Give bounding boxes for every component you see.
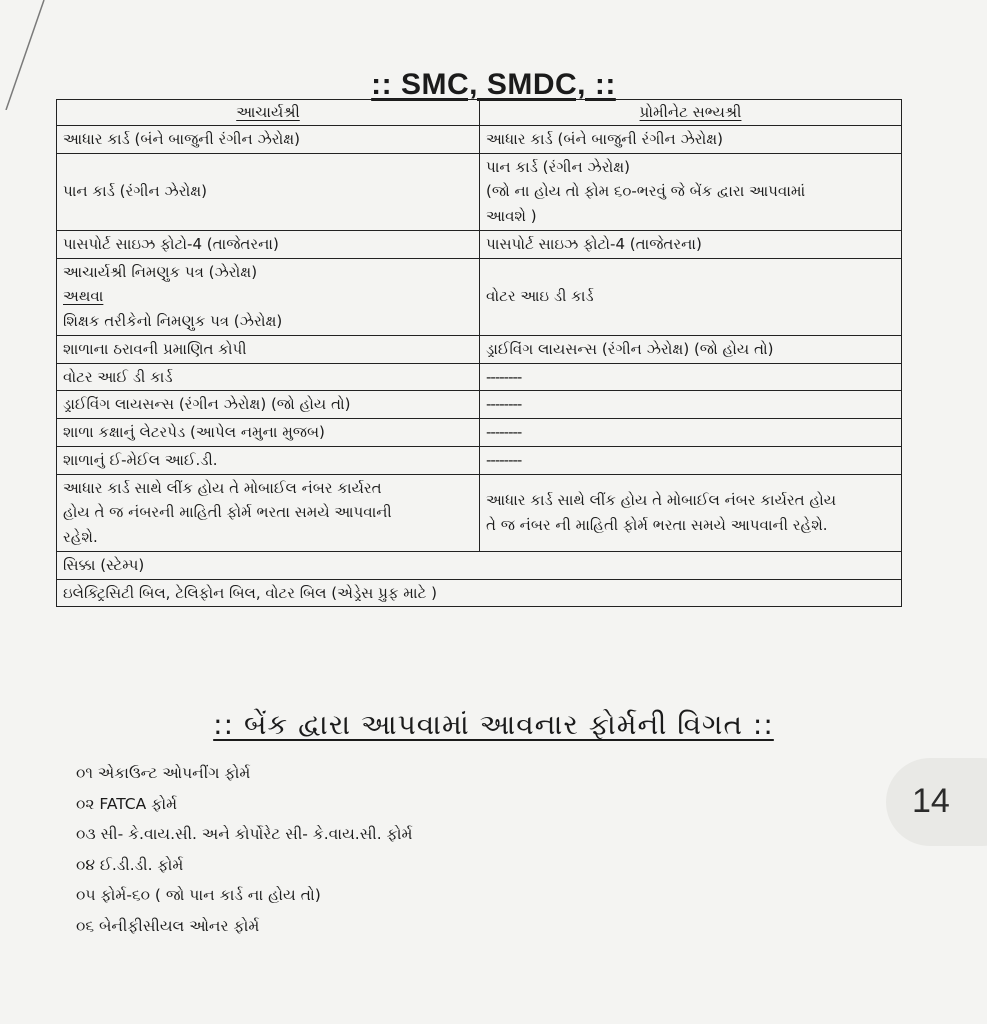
table-row bbox=[57, 125, 902, 153]
cell-line: આધાર કાર્ડ (બંને બાજુની રંગીન ઝેરોક્ષ) bbox=[486, 129, 724, 148]
cell-line: વોટર આઇ ડી કાર્ડ bbox=[486, 287, 594, 306]
member-cell bbox=[480, 153, 902, 230]
principal-cell bbox=[57, 391, 480, 419]
principal-cell bbox=[57, 335, 480, 363]
principal-cell bbox=[57, 258, 480, 335]
list-item: ૦૬ બેનીફીસીયલ ઓનર ફોર્મ bbox=[76, 916, 260, 935]
table-row bbox=[57, 153, 902, 230]
member-cell bbox=[480, 419, 902, 447]
full-width-cell: ઇલેક્ટ્રિસિટી બિલ, ટેલિફોન બિલ, વોટર બિલ (એડ્રેસ પ્રુફ માટે ) bbox=[57, 579, 902, 607]
cell-line: -------- bbox=[486, 367, 522, 386]
cell-line: આચાર્યશ્રી નિમણુક પત્ર (ઝેરોક્ષ) bbox=[63, 262, 258, 281]
table-header-row bbox=[57, 100, 902, 126]
cell-line: આધાર કાર્ડ સાથે લીંક હોય તે મોબાઈલ નંબર કાર્યરત bbox=[63, 478, 382, 497]
documents-table bbox=[56, 99, 902, 607]
principal-cell bbox=[57, 419, 480, 447]
table-row bbox=[57, 419, 902, 447]
cell-line: આવશે ) bbox=[486, 207, 537, 225]
table-row bbox=[57, 258, 902, 335]
member-cell bbox=[480, 446, 902, 474]
cell-line: -------- bbox=[486, 395, 522, 414]
table-row bbox=[57, 551, 902, 579]
cell-line: શાળાના ઠરાવની પ્રમાણિત કોપી bbox=[63, 339, 247, 358]
header-principal: આચાર્યશ્રી bbox=[57, 100, 480, 126]
document-title: :: SMC, SMDC, :: bbox=[371, 68, 616, 101]
table-row bbox=[57, 579, 902, 607]
table-row bbox=[57, 391, 902, 419]
cell-line: ડ્રાઈવિંગ લાયસન્સ (રંગીન ઝેરોક્ષ) (જો હોય તો) bbox=[63, 395, 351, 414]
principal-cell bbox=[57, 125, 480, 153]
list-item: ૦૧ એકાઉન્ટ ઓપનીંગ ફોર્મ bbox=[76, 764, 251, 782]
table-row bbox=[57, 363, 902, 391]
cell-line: અથવા bbox=[63, 287, 104, 306]
list-item: ૦૫ ફોર્મ-૬૦ ( જો પાન કાર્ડ ના હોય તો) bbox=[76, 886, 321, 904]
cell-line: વોટર આઈ ડી કાર્ડ bbox=[63, 367, 173, 386]
principal-cell bbox=[57, 363, 480, 391]
cell-line: પાસપોર્ટ સાઇઝ ફોટો-4 (તાજેતરના) bbox=[486, 234, 702, 253]
cell-line: પાન કાર્ડ (રંગીન ઝેરોક્ષ) bbox=[63, 182, 207, 201]
member-cell bbox=[480, 230, 902, 258]
cell-line: (જો ના હોય તો ફોમ ૬૦-ભરવું જે બેંક દ્વારા આપવામાં bbox=[486, 182, 806, 201]
principal-cell bbox=[57, 153, 480, 230]
cell-line: તે જ નંબર ની માહિતી ફોર્મ ભરતા સમયે આપવાની રહેશે. bbox=[486, 515, 828, 534]
cell-line: શાળાનું ઈ-મેઈલ આઈ.ડી. bbox=[63, 450, 218, 469]
list-item: ૦૩ સી- કે.વાય.સી. અને કોર્પોરેટ સી- કે.વાય.સી. ફોર્મ bbox=[76, 825, 413, 843]
full-width-cell: સિક્કા (સ્ટેમ્પ) bbox=[57, 551, 902, 579]
cell-line: પાસપોર્ટ સાઇઝ ફોટો-4 (તાજેતરના) bbox=[63, 234, 279, 253]
bank-forms-list bbox=[76, 758, 412, 941]
member-cell bbox=[480, 125, 902, 153]
cell-line: શાળા કક્ષાનું લેટરપેડ (આપેલ નમુના મુજબ) bbox=[63, 423, 325, 441]
list-item: ૦૨ FATCA ફોર્મ bbox=[76, 794, 178, 813]
principal-cell bbox=[57, 446, 480, 474]
member-cell bbox=[480, 391, 902, 419]
table-row bbox=[57, 230, 902, 258]
member-cell bbox=[480, 474, 902, 551]
cell-line: ડ્રાઈવિંગ લાયસન્સ (રંગીન ઝેરોક્ષ) (જો હોય તો) bbox=[486, 339, 774, 358]
cell-line: આધાર કાર્ડ (બંને બાજુની રંગીન ઝેરોક્ષ) bbox=[63, 129, 301, 148]
cell-line: -------- bbox=[486, 450, 522, 469]
bank-forms-heading: :: બેંક દ્વારા આપવામાં આવનાર ફોર્મની વિગત :: bbox=[213, 708, 774, 741]
cell-line: રહેશે. bbox=[63, 528, 98, 546]
cell-line: પાન કાર્ડ (રંગીન ઝેરોક્ષ) bbox=[486, 157, 630, 176]
principal-cell bbox=[57, 230, 480, 258]
member-cell bbox=[480, 258, 902, 335]
page-number: 14 bbox=[912, 782, 950, 820]
table-row bbox=[57, 474, 902, 551]
list-item: ૦૪ ઈ.ડી.ડી. ફોર્મ bbox=[76, 855, 184, 874]
cell-line: હોય તે જ નંબરની માહિતી ફોર્મ ભરતા સમયે આપવાની bbox=[63, 503, 392, 522]
cell-line: -------- bbox=[486, 423, 522, 441]
table-row bbox=[57, 335, 902, 363]
principal-cell bbox=[57, 474, 480, 551]
cell-line: આધાર કાર્ડ સાથે લીંક હોય તે મોબાઈલ નંબર કાર્યરત હોય bbox=[486, 490, 837, 509]
member-cell bbox=[480, 335, 902, 363]
member-cell bbox=[480, 363, 902, 391]
header-prominent-member: પ્રોમીનેટ સભ્યશ્રી bbox=[480, 100, 902, 126]
cell-line: શિક્ષક તરીકેનો નિમણુક પત્ર (ઝેરોક્ષ) bbox=[63, 312, 283, 330]
table-row bbox=[57, 446, 902, 474]
